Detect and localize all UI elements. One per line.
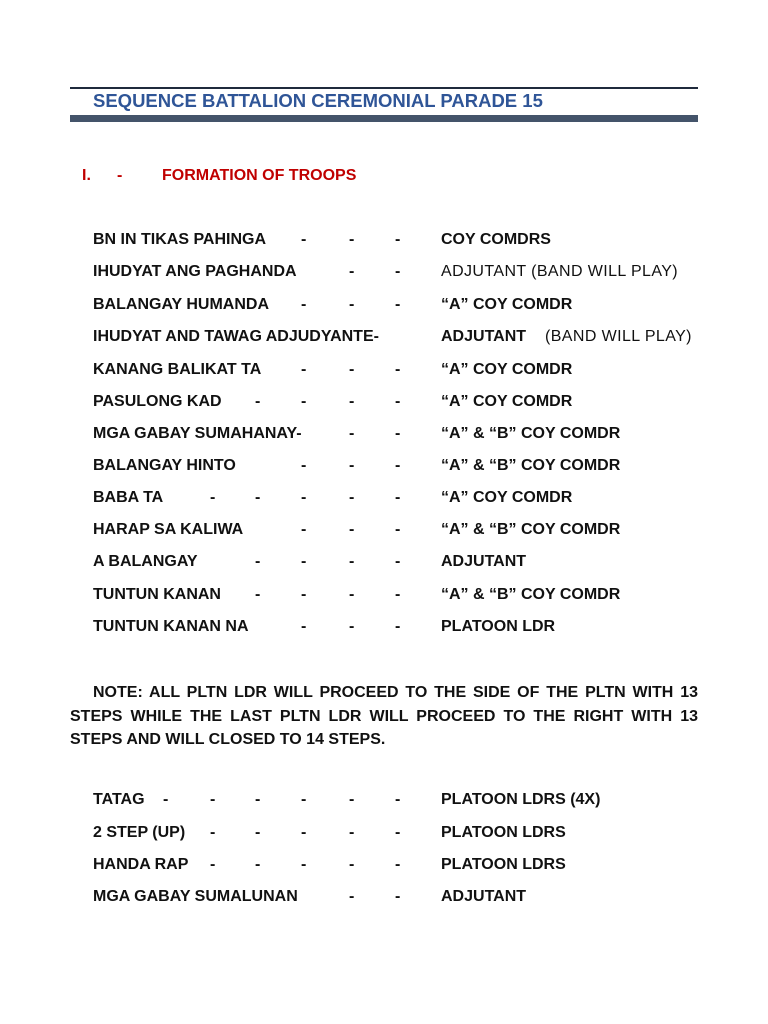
dash: - (255, 489, 261, 506)
responsible-text: “A” COY COMDR (441, 489, 573, 506)
dash: - (395, 393, 401, 410)
command-row (0, 425, 768, 449)
dash: - (349, 521, 355, 538)
dash: - (395, 824, 401, 841)
dash: - (349, 618, 355, 635)
responsible-note: (BAND WILL PLAY) (545, 328, 692, 345)
note-paragraph: NOTE: ALL PLTN LDR WILL PROCEED TO THE SIDE OF THE PLTN WITH 13 STEPS WHILE THE LAST PLTN LDR WILL PROCEED TO THE RIGHT WITH 13 STEPS AND WILL CLOSED TO 14 STEPS. (70, 684, 698, 748)
command-row (0, 328, 768, 352)
dash: - (163, 791, 169, 808)
dash: - (255, 824, 261, 841)
command-text: IHUDYAT AND TAWAG ADJUDYANTE- (93, 328, 379, 345)
command-row (0, 393, 768, 417)
command-text: MGA GABAY SUMALUNAN (93, 888, 298, 905)
dash: - (301, 856, 307, 873)
dash: - (255, 553, 261, 570)
command-text: TUNTUN KANAN NA (93, 618, 249, 635)
responsible-text: “A” COY COMDR (441, 393, 573, 410)
dash: - (301, 296, 307, 313)
dash: - (301, 586, 307, 603)
dash: - (255, 586, 261, 603)
command-text: A BALANGAY (93, 553, 198, 570)
dash: - (395, 361, 401, 378)
responsible-text: PLATOON LDR (441, 618, 556, 635)
responsible-text: “A” & “B” COY COMDR (441, 457, 621, 474)
command-row (0, 296, 768, 320)
dash: - (395, 231, 401, 248)
responsible-text: ADJUTANT (441, 553, 527, 570)
dash: - (349, 489, 355, 506)
command-text: PASULONG KAD (93, 393, 222, 410)
command-text: KANANG BALIKAT TA (93, 361, 262, 378)
dash: - (349, 425, 355, 442)
dash: - (349, 888, 355, 905)
dash: - (349, 393, 355, 410)
dash: - (349, 824, 355, 841)
command-text: HARAP SA KALIWA (93, 521, 244, 538)
command-text: MGA GABAY SUMAHANAY- (93, 425, 302, 442)
command-text: 2 STEP (UP) (93, 824, 186, 841)
responsible-text: “A” & “B” COY COMDR (441, 586, 621, 603)
dash: - (395, 425, 401, 442)
dash: - (349, 553, 355, 570)
command-row (0, 586, 768, 610)
dash: - (395, 521, 401, 538)
command-row (0, 856, 768, 880)
dash: - (349, 263, 355, 280)
command-row (0, 489, 768, 513)
command-text: BABA TA (93, 489, 164, 506)
dash: - (349, 231, 355, 248)
command-row (0, 824, 768, 848)
dash: - (255, 393, 261, 410)
command-text: BALANGAY HUMANDA (93, 296, 270, 313)
dash: - (395, 618, 401, 635)
command-text: IHUDYAT ANG PAGHANDA (93, 263, 297, 280)
header-rule-thin (70, 87, 698, 89)
command-text: BALANGAY HINTO (93, 457, 236, 474)
dash: - (349, 296, 355, 313)
responsible-text: ADJUTANT (BAND WILL PLAY) (441, 263, 678, 280)
command-row (0, 521, 768, 545)
dash: - (301, 521, 307, 538)
dash: - (349, 856, 355, 873)
command-row (0, 791, 768, 815)
command-text: HANDA RAP (93, 856, 189, 873)
dash: - (395, 553, 401, 570)
header-rule-thick (70, 115, 698, 122)
dash: - (255, 856, 261, 873)
responsible-text: ADJUTANT (441, 328, 527, 345)
command-row (0, 888, 768, 912)
dash: - (301, 824, 307, 841)
dash: - (349, 791, 355, 808)
document-title: SEQUENCE BATTALION CEREMONIAL PARADE 15 (93, 90, 543, 111)
dash: - (395, 263, 401, 280)
command-text: TATAG (93, 791, 145, 808)
section-number: I. (82, 167, 91, 184)
dash: - (301, 361, 307, 378)
responsible-text: “A” & “B” COY COMDR (441, 425, 621, 442)
dash: - (210, 791, 216, 808)
dash: - (301, 393, 307, 410)
dash: - (395, 856, 401, 873)
dash: - (301, 791, 307, 808)
command-row (0, 618, 768, 642)
section-heading: FORMATION OF TROOPS (162, 167, 357, 184)
dash: - (301, 231, 307, 248)
responsible-text: “A” COY COMDR (441, 361, 573, 378)
dash: - (395, 457, 401, 474)
dash: - (395, 791, 401, 808)
dash: - (349, 361, 355, 378)
command-row (0, 361, 768, 385)
dash: - (349, 586, 355, 603)
responsible-text: ADJUTANT (441, 888, 527, 905)
responsible-text: PLATOON LDRS (4X) (441, 791, 601, 808)
dash: - (301, 489, 307, 506)
responsible-text: “A” & “B” COY COMDR (441, 521, 621, 538)
dash: - (395, 888, 401, 905)
command-text: TUNTUN KANAN (93, 586, 221, 603)
dash: - (395, 296, 401, 313)
dash: - (395, 489, 401, 506)
dash: - (395, 586, 401, 603)
dash: - (349, 457, 355, 474)
command-row (0, 457, 768, 481)
responsible-text: PLATOON LDRS (441, 856, 566, 873)
command-row (0, 263, 768, 287)
command-row (0, 553, 768, 577)
dash: - (301, 553, 307, 570)
responsible-text: “A” COY COMDR (441, 296, 573, 313)
dash: - (210, 824, 216, 841)
dash: - (210, 856, 216, 873)
dash: - (301, 457, 307, 474)
command-row (0, 231, 768, 255)
section-dash: - (117, 167, 123, 184)
dash: - (301, 618, 307, 635)
command-text: BN IN TIKAS PAHINGA (93, 231, 267, 248)
dash: - (255, 791, 261, 808)
dash: - (210, 489, 216, 506)
responsible-text: COY COMDRS (441, 231, 551, 248)
responsible-text: PLATOON LDRS (441, 824, 566, 841)
